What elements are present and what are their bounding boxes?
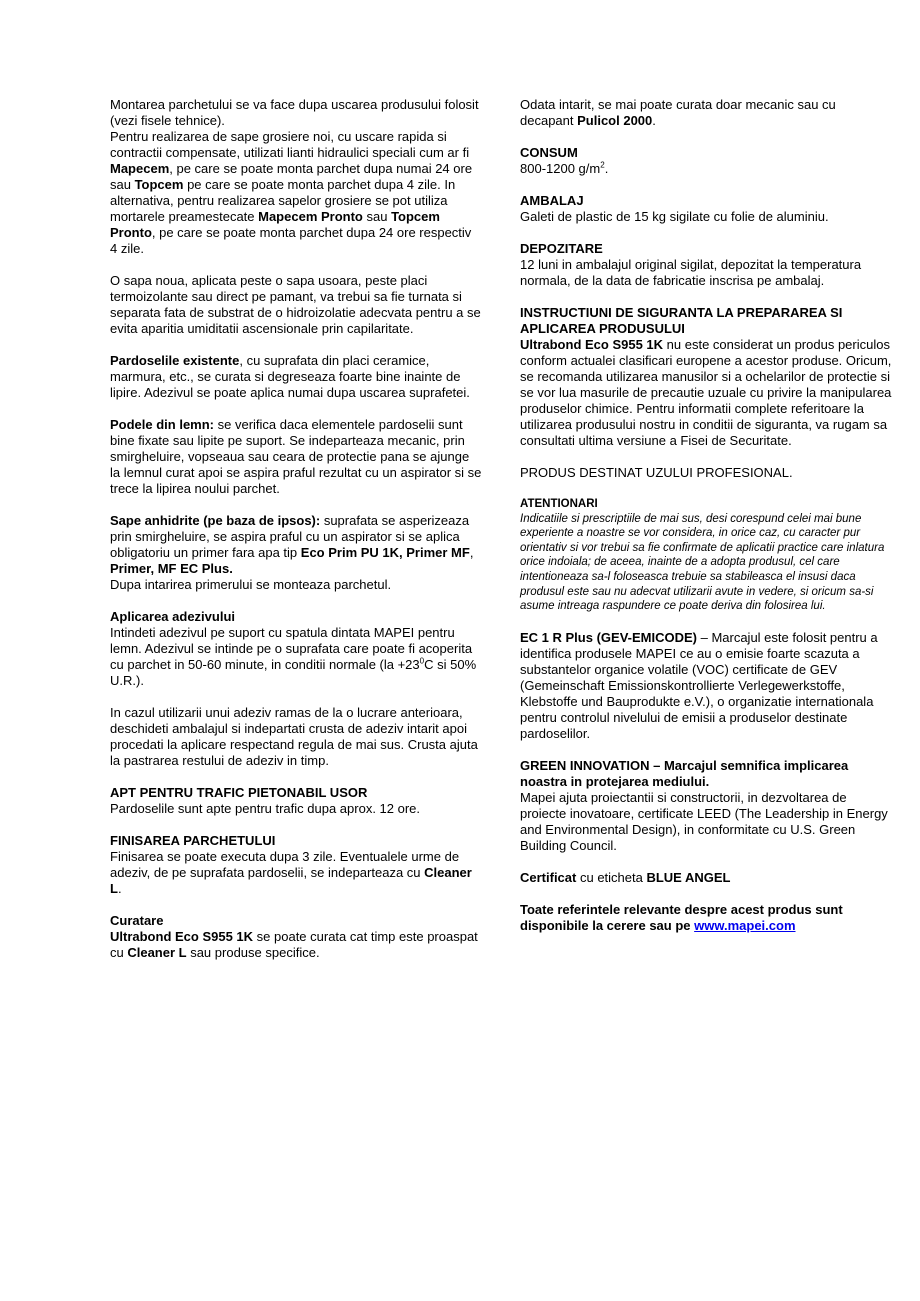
text-segment: ATENTIONARI <box>520 498 598 510</box>
text-segment: GREEN INNOVATION – Marcajul semnifica implicarea noastra in protejarea mediului. <box>520 757 849 789</box>
paragraph <box>520 193 892 225</box>
paragraph <box>110 833 482 897</box>
text-segment: sau produse specifice. <box>186 945 320 960</box>
text-segment: Pardoselile existente <box>110 353 240 368</box>
text-segment: Montarea parchetului se va face dupa uscarea produsului folosit (vezi fisele tehnice). <box>110 97 479 128</box>
paragraph <box>110 785 482 817</box>
paragraph <box>520 97 892 129</box>
text-segment: , <box>469 545 474 560</box>
text-segment: Podele din lemn: <box>110 417 215 432</box>
text-segment: Intindeti adezivul pe suport cu spatula dintata MAPEI pentru lemn. Adezivul se intinde pe o suprafata care poate fi acoperita cu parchet in 50-60 minute, in conditii normale (la +23 <box>110 625 473 672</box>
text-segment: Certificat <box>520 869 577 885</box>
text-segment: Pentru realizarea de sape grosiere noi, cu uscare rapida si contractii compensate, utilizati lianti hidraulici speciali cum ar fi <box>110 129 470 160</box>
text-segment: Cleaner L <box>110 865 472 896</box>
text-segment: DEPOZITARE <box>520 241 603 256</box>
mapei-website-link[interactable]: www.mapei.com <box>694 917 796 933</box>
paragraph <box>110 97 482 257</box>
text-segment: . <box>604 161 609 176</box>
text-segment: – Marcajul este folosit pentru a identifica produsele MAPEI ce au o emisie foarte scazuta a substantelor organice volatile (VOC) certificate de GEV (Gemeinschaft Emissionskontrollierte Verlegewerkstoffe, Klebstoffe und Bauprodukte e.V.), o organizatie internationala pentru controlul nivelului de emisii a produselor destinate pardoselilor. <box>520 629 878 741</box>
text-segment: 12 luni in ambalajul original sigilat, depozitat la temperatura normala, de la data de fabricatie inscrisa pe ambalaj. <box>520 257 862 288</box>
text-segment: Dupa intarirea primerului se monteaza parchetul. <box>110 577 392 592</box>
paragraph <box>520 497 892 614</box>
text-segment: suprafata se asperizeaza prin smirgheluire, se aspira praful cu un aspirator si se aplica obligatoriu un primer fara apa tip <box>110 513 470 560</box>
text-segment: sau <box>362 209 392 224</box>
text-segment: , cu suprafata din placi ceramice, marmura, etc., se curata si degreseaza foarte bine inainte de lipire. Adezivul se poate aplica numai dupa uscarea suprafetei. <box>110 353 470 400</box>
paragraph <box>520 305 892 449</box>
text-segment: nu este considerat un produs periculos conform actualei clasificari europene a acestor produse. Oricum, se recomanda utilizarea manusilor si a ochelarilor de protectie si se vor lua masurile de precautie uzuale cu privire la manipularea produselor chimice. Pentru informatii complete referitoare la utilizarea produsului nostru in conditii de siguranta, va rugam sa consultati ultima versiune a Fisei de Securitate. <box>520 337 892 448</box>
paragraph <box>110 353 482 401</box>
paragraph <box>110 417 482 497</box>
text-segment: FINISAREA PARCHETULUI <box>110 833 276 848</box>
text-segment: Finisarea se poate executa dupa 3 zile. Eventualele urme de adeziv, de pe suprafata pardoselii, se indeparteaza cu <box>110 849 460 880</box>
text-segment: Pulicol 2000 <box>577 113 653 128</box>
text-segment: Mapecem Pronto <box>258 209 363 224</box>
text-segment: Curatare <box>110 913 164 928</box>
text-segment: . <box>652 113 656 128</box>
paragraph <box>110 705 482 769</box>
text-segment: Aplicarea adezivului <box>110 609 235 624</box>
text-segment: INSTRUCTIUNI DE SIGURANTA LA PREPARAREA SI APLICAREA PRODUSULUI <box>520 305 843 336</box>
text-segment: Ultrabond Eco S955 1K <box>110 929 254 944</box>
paragraph <box>110 273 482 337</box>
paragraph <box>520 465 892 481</box>
text-segment: se poate curata cat timp este proaspat cu <box>110 929 478 960</box>
paragraph <box>520 902 892 934</box>
text-segment: AMBALAJ <box>520 193 584 208</box>
text-segment: Mapei ajuta proiectantii si constructorii, in dezvoltarea de proiecte inovatoare, certificate LEED (The Leadership in Energy and Environmental Design), in conformitate cu U.S. Green Building Council. <box>520 789 888 853</box>
text-segment: BLUE ANGEL <box>646 869 731 885</box>
text-segment: Primer, MF EC Plus. <box>110 561 233 576</box>
paragraph <box>520 241 892 289</box>
text-segment: , pe care se poate monta parchet dupa numai 24 ore sau <box>110 161 473 192</box>
text-segment: pe care se poate monta parchet dupa 4 zile. In alternativa, pentru realizarea sapelor grosiere se pot utiliza mortarele preamestecate <box>110 177 456 224</box>
text-segment: Galeti de plastic de 15 kg sigilate cu folie de aluminiu. <box>520 209 829 224</box>
paragraph <box>110 609 482 689</box>
text-segment: se verifica daca elementele pardoselii sunt bine fixate sau lipite pe suport. Se indeparteaza mecanic, prin smirgheluire, vopseaua sau ceara de protectie pana se ajunge la lemnul curat apoi se aspira praful rezultat cu un aspirator si se trece la lipirea noului parchet. <box>110 417 482 496</box>
text-segment: C si 50% U.R.). <box>110 657 477 688</box>
right-column <box>520 97 892 950</box>
paragraph <box>520 758 892 854</box>
text-segment: Eco Prim PU 1K, Primer MF <box>300 545 470 560</box>
paragraph <box>520 145 892 177</box>
text-segment: CONSUM <box>520 145 578 160</box>
text-segment: 800-1200 g/m <box>520 161 601 176</box>
text-segment: 0 <box>419 656 425 666</box>
text-segment: O sapa noua, aplicata peste o sapa usoara, peste placi termoizolante sau direct pe pamant, va trebui sa fie turnata si separata fata de substrat de o hidroizolatie adecvata pentru a se evita aparitia umiditatii ascensionale prin capilaritate. <box>110 273 481 336</box>
text-segment: Sape anhidrite (pe baza de ipsos): <box>110 513 321 528</box>
text-segment: Ultrabond Eco S955 1K <box>520 337 664 352</box>
text-segment: Mapecem <box>110 161 170 176</box>
text-segment: cu eticheta <box>576 869 647 885</box>
paragraph <box>110 513 482 593</box>
text-segment: 2 <box>600 160 605 170</box>
paragraph <box>110 913 482 961</box>
text-segment: . <box>117 881 122 896</box>
text-segment: Topcem Pronto <box>110 209 440 240</box>
text-segment: Toate referintele relevante despre acest produs sunt disponibile la cerere sau pe <box>520 901 843 933</box>
text-segment: In cazul utilizarii unui adeziv ramas de la o lucrare anterioara, deschideti ambalajul si indepartati crusta de adeziv intarit apoi procedati la aplicare respectand regula de mai sus. Crusta ajuta la pastrarea restului de adeziv in timp. <box>110 705 478 768</box>
text-segment: APT PENTRU TRAFIC PIETONABIL USOR <box>110 785 368 800</box>
text-segment: Pardoselile sunt apte pentru trafic dupa aprox. 12 ore. <box>110 801 421 816</box>
text-segment: , pe care se poate monta parchet dupa 24 ore respectiv 4 zile. <box>110 225 472 256</box>
text-segment: EC 1 R Plus (GEV-EMICODE) <box>520 629 697 645</box>
paragraph <box>520 870 892 886</box>
paragraph <box>520 630 892 742</box>
text-segment: Cleaner L <box>127 945 187 960</box>
text-segment: Topcem <box>134 177 184 192</box>
text-segment: Odata intarit, se mai poate curata doar mecanic sau cu decapant <box>520 97 836 128</box>
left-column <box>110 97 482 977</box>
text-segment: PRODUS DESTINAT UZULUI PROFESIONAL. <box>520 465 793 480</box>
text-segment: Indicatiile si prescriptiile de mai sus, desi corespund celei mai bune experiente a noastre se vor considera, in orice caz, cu caracter pur orientativ si vor trebui sa fie confirmate de aplicatii practice care inlatura orice indoiala; de aceea, inainte de a adopta produsul, cel care intentioneaza sa-l foloseasca trebuie sa stabileasca el insusi daca produsul este sau nu adecvat utilizarii avute in vedere, si oricum sa-si asume intreaga raspundere ce poate deriva din folosirea lui. <box>520 512 885 613</box>
